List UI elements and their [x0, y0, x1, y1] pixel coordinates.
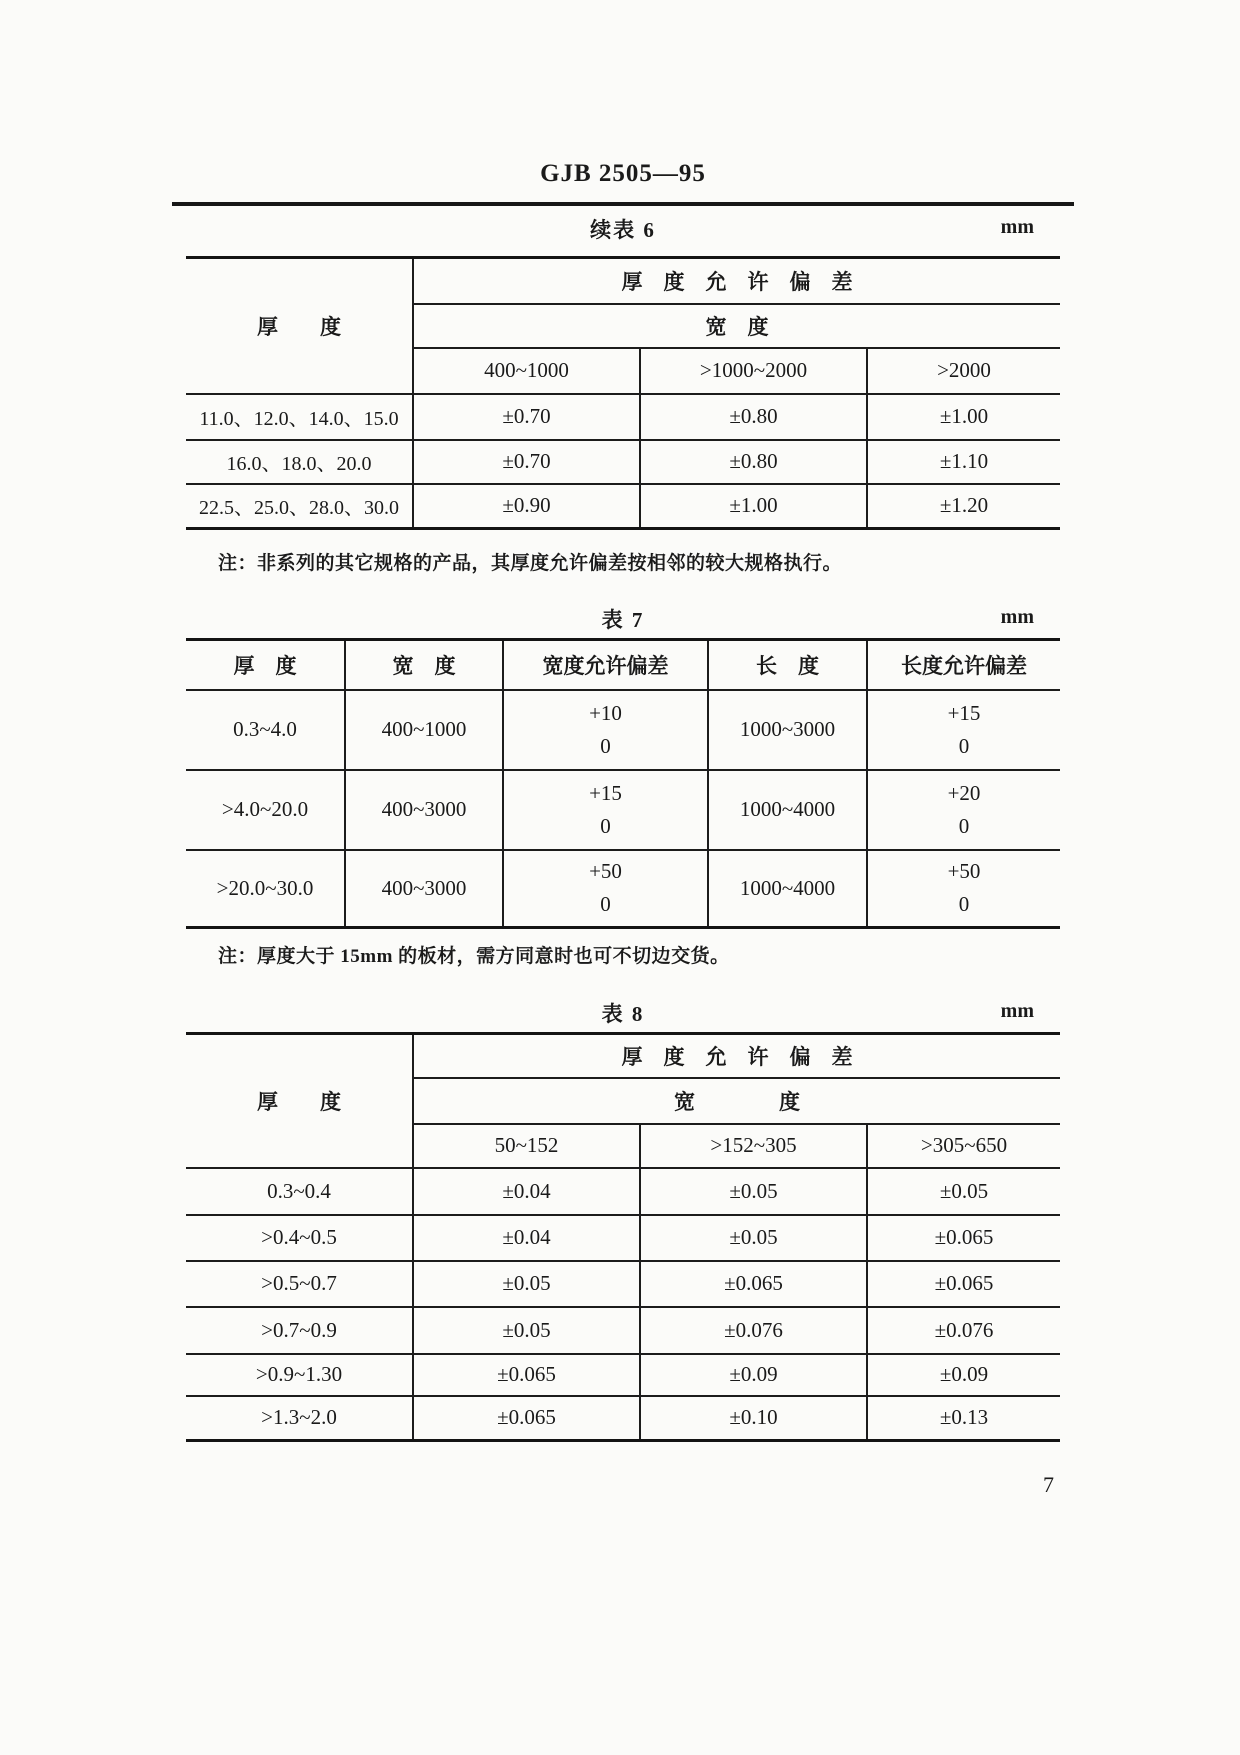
- t7-cell-thickness: 0.3~4.0: [186, 690, 345, 770]
- t6-header-thickness: 厚 度: [186, 258, 413, 394]
- header-rule: [172, 202, 1074, 206]
- t8-cell-tolerance: ±0.09: [867, 1354, 1060, 1396]
- t8-col-header: 50~152: [413, 1124, 640, 1168]
- t6-cell-tolerance: ±1.00: [640, 484, 867, 529]
- table-row: [186, 1215, 1060, 1261]
- t7-cell-length-tolerance: [867, 770, 1060, 850]
- t8-col-header: >152~305: [640, 1124, 867, 1168]
- table-row: [186, 850, 1060, 928]
- t6-cell-tolerance: ±0.70: [413, 440, 640, 484]
- t7-cell-length: 1000~4000: [708, 850, 867, 928]
- t6-header-tolerance: 厚 度 允 许 偏 差: [413, 258, 1060, 304]
- t7-cell-width-tolerance: [503, 770, 708, 850]
- t7-header-length-tolerance: 长度允许偏差: [867, 640, 1060, 690]
- table7-unit-label: mm: [1000, 606, 1034, 628]
- t8-cell-thickness: 0.3~0.4: [186, 1168, 413, 1215]
- table-8: [186, 1032, 1060, 1442]
- t8-cell-tolerance: ±0.05: [867, 1168, 1060, 1215]
- t8-cell-tolerance: ±0.065: [640, 1261, 867, 1307]
- tolerance-lower: 0: [958, 733, 970, 758]
- t8-cell-tolerance: ±0.065: [867, 1215, 1060, 1261]
- tolerance-upper: +50: [589, 859, 622, 884]
- tolerance-upper: +20: [947, 780, 981, 805]
- table8-caption-row: [186, 998, 1060, 1028]
- t8-header-width: 宽 度: [413, 1078, 1060, 1124]
- t8-header-thickness: 厚 度: [186, 1034, 413, 1168]
- t7-cell-width: 400~1000: [345, 690, 503, 770]
- t6-cell-thickness: 11.0、12.0、14.0、15.0: [186, 394, 413, 440]
- table8-caption: 表 8: [601, 1002, 645, 1026]
- t6-header-width: 宽 度: [413, 304, 1060, 348]
- t7-cell-length: 1000~3000: [708, 690, 867, 770]
- t8-cell-tolerance: ±0.13: [867, 1396, 1060, 1441]
- table-row: [186, 440, 1060, 484]
- table6-caption: 续表 6: [590, 218, 656, 242]
- t8-cell-tolerance: ±0.05: [413, 1307, 640, 1354]
- t7-cell-width: 400~3000: [345, 850, 503, 928]
- t7-cell-width-tolerance: [503, 690, 708, 770]
- t8-cell-thickness: >0.4~0.5: [186, 1215, 413, 1261]
- table-7: [186, 638, 1060, 929]
- table-row: [186, 1307, 1060, 1354]
- t6-cell-thickness: 16.0、18.0、20.0: [186, 440, 413, 484]
- t8-cell-tolerance: ±0.076: [867, 1307, 1060, 1354]
- table-row: [186, 484, 1060, 529]
- t8-cell-tolerance: ±0.065: [413, 1396, 640, 1441]
- t8-cell-tolerance: ±0.05: [640, 1215, 867, 1261]
- t8-cell-thickness: >0.5~0.7: [186, 1261, 413, 1307]
- doc-number: GJB 2505—95: [540, 160, 706, 187]
- tolerance-lower: 0: [600, 813, 611, 838]
- tolerance-lower: 0: [958, 813, 970, 838]
- t6-cell-tolerance: ±0.90: [413, 484, 640, 529]
- t7-cell-width-tolerance: [503, 850, 708, 928]
- t6-cell-tolerance: ±1.20: [867, 484, 1060, 529]
- tolerance-upper: +10: [589, 700, 622, 725]
- t7-cell-length-tolerance: [867, 690, 1060, 770]
- t8-col-header: >305~650: [867, 1124, 1060, 1168]
- t6-cell-tolerance: ±1.00: [867, 394, 1060, 440]
- table-row: [186, 770, 1060, 850]
- tolerance-lower: 0: [600, 892, 611, 917]
- table-row: [186, 1396, 1060, 1441]
- table-row: [186, 690, 1060, 770]
- table7-note: 注：厚度大于 15mm 的板材，需方同意时也可不切边交货。: [218, 946, 730, 967]
- t7-cell-length-tolerance: [867, 850, 1060, 928]
- t7-header-width-tolerance: 宽度允许偏差: [503, 640, 708, 690]
- t8-cell-thickness: >1.3~2.0: [186, 1396, 413, 1441]
- t8-cell-thickness: >0.7~0.9: [186, 1307, 413, 1354]
- table-6-continued: [186, 256, 1060, 530]
- table-row: [186, 1354, 1060, 1396]
- t8-cell-tolerance: ±0.04: [413, 1168, 640, 1215]
- t8-cell-thickness: >0.9~1.30: [186, 1354, 413, 1396]
- page-number: 7: [1043, 1472, 1054, 1497]
- table6-caption-row: [186, 214, 1060, 244]
- t6-col-header: >2000: [867, 348, 1060, 394]
- t7-cell-thickness: >20.0~30.0: [186, 850, 345, 928]
- tolerance-upper: +15: [589, 780, 622, 805]
- tolerance-lower: 0: [958, 892, 970, 917]
- t6-col-header: 400~1000: [413, 348, 640, 394]
- table7-caption-row: [186, 604, 1060, 634]
- table6-unit-label: mm: [1000, 216, 1034, 238]
- t8-cell-tolerance: ±0.09: [640, 1354, 867, 1396]
- t7-header-width: 宽 度: [345, 640, 503, 690]
- t6-cell-tolerance: ±0.80: [640, 440, 867, 484]
- t8-cell-tolerance: ±0.065: [413, 1354, 640, 1396]
- tolerance-upper: +15: [947, 700, 981, 725]
- t7-cell-length: 1000~4000: [708, 770, 867, 850]
- t8-cell-tolerance: ±0.05: [413, 1261, 640, 1307]
- table8-unit-label: mm: [1000, 1000, 1034, 1022]
- t6-cell-tolerance: ±0.80: [640, 394, 867, 440]
- t6-cell-tolerance: ±0.70: [413, 394, 640, 440]
- t8-cell-tolerance: ±0.076: [640, 1307, 867, 1354]
- t7-cell-width: 400~3000: [345, 770, 503, 850]
- t7-header-thickness: 厚 度: [186, 640, 345, 690]
- t8-cell-tolerance: ±0.065: [867, 1261, 1060, 1307]
- t8-cell-tolerance: ±0.04: [413, 1215, 640, 1261]
- table-row: [186, 1261, 1060, 1307]
- t6-col-header: >1000~2000: [640, 348, 867, 394]
- t7-header-length: 长 度: [708, 640, 867, 690]
- t6-cell-thickness: 22.5、25.0、28.0、30.0: [186, 484, 413, 529]
- t8-header-tolerance: 厚 度 允 许 偏 差: [413, 1034, 1060, 1078]
- table-row: [186, 394, 1060, 440]
- t8-cell-tolerance: ±0.05: [640, 1168, 867, 1215]
- table6-note: 注：非系列的其它规格的产品，其厚度允许偏差按相邻的较大规格执行。: [218, 553, 843, 574]
- t7-cell-thickness: >4.0~20.0: [186, 770, 345, 850]
- table-row: [186, 1168, 1060, 1215]
- table7-caption: 表 7: [601, 608, 645, 632]
- tolerance-lower: 0: [600, 733, 611, 758]
- t6-cell-tolerance: ±1.10: [867, 440, 1060, 484]
- t8-cell-tolerance: ±0.10: [640, 1396, 867, 1441]
- tolerance-upper: +50: [947, 859, 981, 884]
